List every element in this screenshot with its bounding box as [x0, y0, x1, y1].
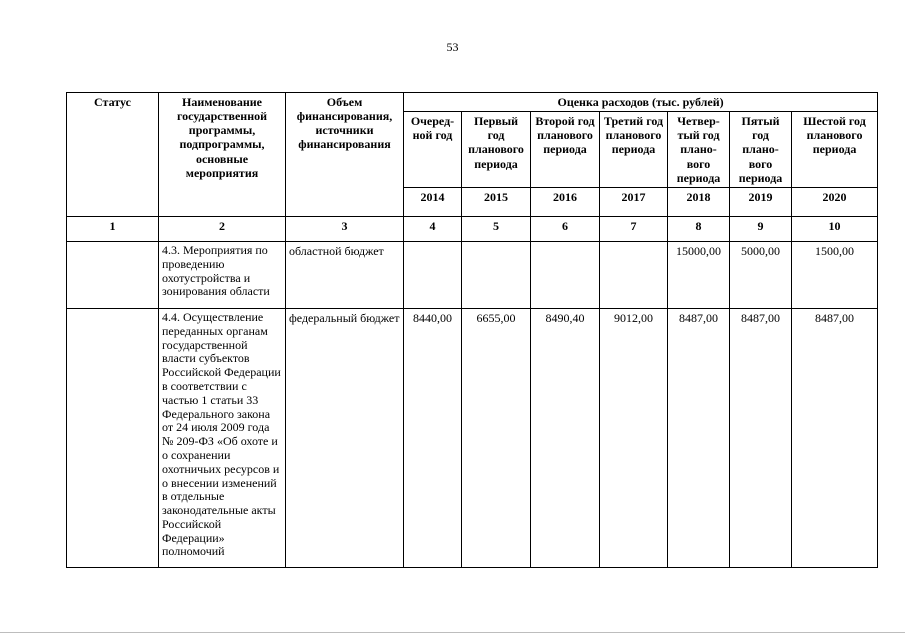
column-number: 3	[286, 216, 404, 241]
value-cell: 9012,00	[600, 308, 668, 567]
value-cell: 8487,00	[668, 308, 730, 567]
year-header: 2019	[730, 187, 792, 216]
status-cell	[67, 241, 159, 308]
year-header: 2018	[668, 187, 730, 216]
period-header: Первый год планового периода	[462, 112, 531, 188]
period-header: Очеред-ной год	[404, 112, 462, 188]
year-header: 2020	[792, 187, 878, 216]
period-header: Третий год планового периода	[600, 112, 668, 188]
column-number: 9	[730, 216, 792, 241]
value-cell: 1500,00	[792, 241, 878, 308]
measure-name-cell: 4.3. Мероприятия по проведению охотустройства и зонирования области	[159, 241, 286, 308]
value-cell: 8490,40	[531, 308, 600, 567]
value-cell	[531, 241, 600, 308]
column-number: 8	[668, 216, 730, 241]
value-cell: 6655,00	[462, 308, 531, 567]
header-row	[67, 93, 878, 112]
value-cell	[462, 241, 531, 308]
header-status: Статус	[67, 93, 159, 217]
funding-source-cell: федеральный бюджет	[286, 308, 404, 567]
column-number: 4	[404, 216, 462, 241]
period-header: Шестой год планового периода	[792, 112, 878, 188]
value-cell: 8487,00	[792, 308, 878, 567]
header-name: Наименование государственной программы, подпрограммы, основные мероприятия	[159, 93, 286, 217]
value-cell	[404, 241, 462, 308]
page-number: 53	[446, 40, 459, 54]
column-number: 7	[600, 216, 668, 241]
year-header: 2017	[600, 187, 668, 216]
value-cell: 15000,00	[668, 241, 730, 308]
value-cell: 5000,00	[730, 241, 792, 308]
value-cell: 8487,00	[730, 308, 792, 567]
year-header: 2015	[462, 187, 531, 216]
column-number: 2	[159, 216, 286, 241]
table-row	[67, 241, 878, 308]
budget-table	[66, 92, 878, 568]
period-header: Пятый год плано-вого периода	[730, 112, 792, 188]
table-row	[67, 308, 878, 567]
status-cell	[67, 308, 159, 567]
value-cell: 8440,00	[404, 308, 462, 567]
column-number: 10	[792, 216, 878, 241]
year-header: 2016	[531, 187, 600, 216]
column-number-row	[67, 216, 878, 241]
period-header: Второй год планового периода	[531, 112, 600, 188]
measure-name-cell: 4.4. Осуществление переданных органам государственной власти субъектов Российской Федерации в соответствии с частью 1 статьи 33 Федерального закона от 24 июля 2009 года № 209-ФЗ «Об охоте и о сохранении охотничьих ресурсов и о внесении изменений в отдельные законодательные акты Российской Федерации» полномочий	[159, 308, 286, 567]
funding-source-cell: областной бюджет	[286, 241, 404, 308]
period-header: Четвер-тый год плано-вого периода	[668, 112, 730, 188]
column-number: 1	[67, 216, 159, 241]
value-cell	[600, 241, 668, 308]
column-number: 6	[531, 216, 600, 241]
year-header: 2014	[404, 187, 462, 216]
header-volume: Объем финансирования, источники финансирования	[286, 93, 404, 217]
column-number: 5	[462, 216, 531, 241]
page-bottom-divider	[0, 632, 905, 633]
header-estimate: Оценка расходов (тыс. рублей)	[404, 93, 878, 112]
